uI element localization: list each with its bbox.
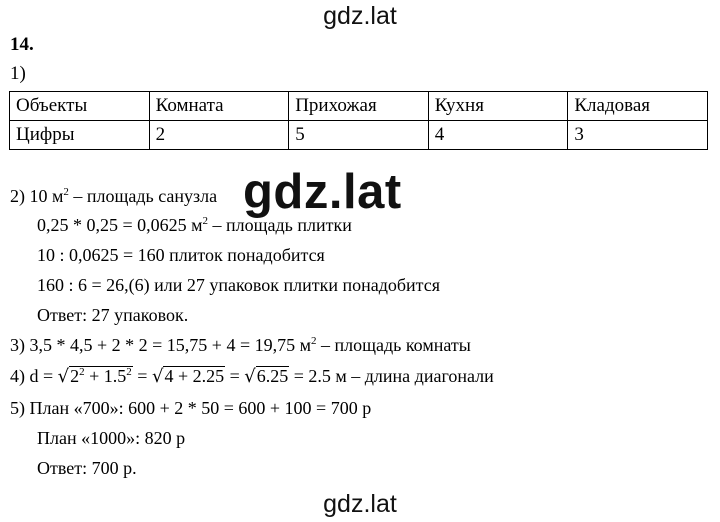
text-segment: – площадь санузла: [68, 186, 218, 206]
superscript: 2: [79, 366, 85, 378]
superscript: 2: [311, 335, 317, 347]
part5-answer: Ответ: 700 р.: [37, 458, 137, 478]
text-segment: =: [132, 366, 152, 386]
radicand: 6.25: [256, 366, 289, 386]
table-cell: 4: [428, 121, 568, 150]
part3-line: [10, 335, 471, 356]
watermark-top: gdz.lat: [323, 2, 397, 30]
watermark-bottom: gdz.lat: [323, 490, 397, 518]
superscript: 2: [126, 366, 132, 378]
text-segment: 4) d =: [10, 366, 58, 386]
part2-line1: [10, 186, 217, 207]
sqrt-icon: √: [151, 366, 164, 387]
sqrt-icon: √: [57, 366, 70, 387]
text-segment: =: [225, 366, 245, 386]
part2-line3: 10 : 0,0625 = 160 плиток понадобится: [37, 245, 325, 265]
sqrt-expression: [244, 366, 289, 387]
table-cell: 5: [289, 121, 429, 150]
table-cell: Прихожая: [289, 92, 429, 121]
part2-line4: 160 : 6 = 26,(6) или 27 упаковок плитки понадобится: [37, 275, 441, 295]
superscript: 2: [202, 215, 209, 227]
text-segment: 2: [70, 366, 80, 386]
text-segment: – площадь плитки: [208, 215, 352, 235]
table-cell: Комната: [149, 92, 289, 121]
part4-line: [10, 366, 494, 387]
table-cell: Кухня: [428, 92, 568, 121]
text-segment: 0,25 * 0,25 = 0,0625 м: [37, 215, 203, 235]
superscript: 2: [63, 186, 69, 198]
table-cell: Цифры: [10, 121, 150, 150]
task-number: 14.: [10, 34, 34, 55]
objects-table: [9, 91, 708, 150]
part5-line2: План «1000»: 820 р: [37, 428, 186, 448]
part2-answer: Ответ: 27 упаковок.: [37, 305, 189, 325]
table-cell: Кладовая: [568, 92, 708, 121]
text-segment: 2) 10 м: [10, 186, 64, 206]
sqrt-expression: [152, 366, 225, 387]
table-cell: 3: [568, 121, 708, 150]
part1-label: 1): [10, 63, 26, 84]
sqrt-expression: [58, 366, 133, 387]
watermark-center: gdz.lat: [243, 165, 402, 219]
text-segment: 3) 3,5 * 4,5 + 2 * 2 = 15,75 + 4 = 19,75 м: [10, 335, 311, 355]
sqrt-icon: √: [244, 366, 256, 387]
text-segment: + 1.5: [84, 366, 127, 386]
text-segment: = 2.5 м – длина диагонали: [289, 366, 494, 386]
radicand: 4 + 2.25: [164, 366, 225, 386]
table-cell: Объекты: [10, 92, 150, 121]
table-cell: 2: [149, 121, 289, 150]
radicand: [69, 366, 133, 386]
table-header-row: [10, 92, 708, 121]
part5-line1: 5) План «700»: 600 + 2 * 50 = 600 + 100 = 700 р: [10, 398, 372, 418]
text-segment: – площадь комнаты: [316, 335, 471, 355]
table-row: [10, 121, 708, 150]
